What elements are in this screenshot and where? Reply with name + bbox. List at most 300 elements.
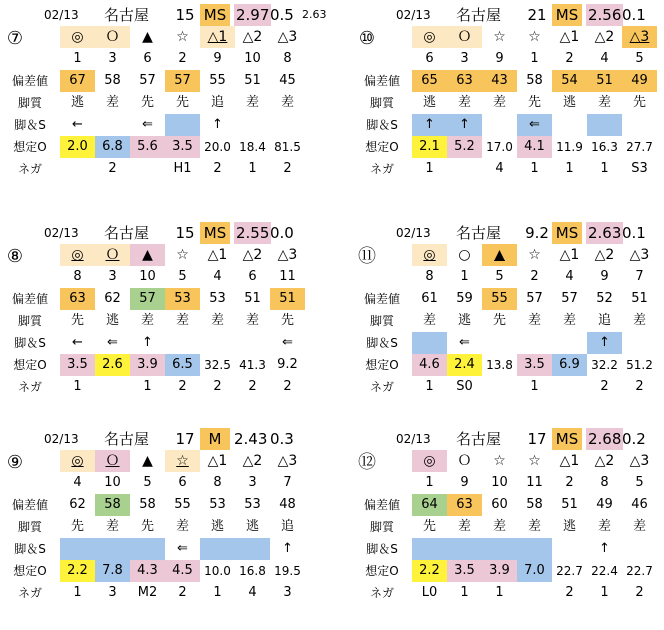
leg-speed-cell: ← bbox=[72, 117, 83, 132]
running-style-cell: 差 bbox=[280, 95, 294, 110]
panel-grid bbox=[0, 26, 310, 180]
mark-cell: △1 bbox=[559, 247, 580, 263]
running-style-cell: 追 bbox=[280, 519, 294, 534]
horse-number-cell: 8 bbox=[213, 475, 222, 490]
deviation-cell: 57 bbox=[165, 70, 200, 92]
estimated-odds-cell: 22.7 bbox=[626, 564, 653, 578]
negative-cell: 4 bbox=[495, 161, 504, 176]
estimated-odds-cell: 4.3 bbox=[130, 560, 165, 582]
leg-speed-cell bbox=[60, 538, 95, 560]
running-style-cell: 差 bbox=[245, 95, 259, 110]
running-style-cell: 差 bbox=[597, 95, 611, 110]
race-number: ⑫ bbox=[358, 452, 376, 473]
horse-number-cell: 5 bbox=[143, 475, 152, 490]
row-label: 脚＆S bbox=[14, 336, 46, 350]
leg-speed-cell: ↑ bbox=[587, 332, 622, 354]
row-label: ネガ bbox=[369, 380, 394, 394]
deviation-cell: 51 bbox=[587, 70, 622, 92]
mark-cell: △2 bbox=[242, 453, 263, 469]
estimated-odds-cell: 19.5 bbox=[274, 564, 301, 578]
deviation-cell: 58 bbox=[526, 497, 543, 512]
deviation-row bbox=[352, 70, 662, 92]
horse-number-cell: 2 bbox=[530, 269, 539, 284]
row-label: 想定O bbox=[13, 358, 47, 372]
running-style-cell: 追 bbox=[210, 95, 224, 110]
estimated-odds-cell: 3.5 bbox=[60, 354, 95, 376]
mark-cell: ▲ bbox=[130, 244, 165, 266]
negative-cell: S3 bbox=[631, 161, 648, 176]
venue-name: 名古屋 bbox=[456, 224, 502, 242]
horse-number-cell: 10 bbox=[491, 475, 508, 490]
estimated-odds-row bbox=[0, 354, 310, 376]
negative-cell: 2 bbox=[565, 585, 574, 600]
deviation-cell: 57 bbox=[561, 291, 578, 306]
horse-number-cell: 9 bbox=[213, 51, 222, 66]
negative-row bbox=[0, 376, 310, 398]
deviation-cell: 54 bbox=[552, 70, 587, 92]
negative-row bbox=[352, 582, 662, 604]
row-label: 偏差値 bbox=[363, 292, 400, 306]
deviation-row bbox=[0, 494, 310, 516]
negative-cell: 2 bbox=[213, 161, 222, 176]
extra-value: 0.1 bbox=[622, 6, 646, 24]
rating-mark: MS bbox=[200, 222, 230, 244]
venue-name: 名古屋 bbox=[104, 224, 150, 242]
estimated-odds-cell: 5.2 bbox=[447, 136, 482, 158]
deviation-cell: 57 bbox=[139, 73, 156, 88]
row-label: 脚＆S bbox=[14, 118, 46, 132]
mark-cell: ☆ bbox=[493, 29, 506, 45]
mark-cell: △1 bbox=[207, 247, 228, 263]
row-label: 脚＆S bbox=[366, 542, 398, 556]
row-label: ネガ bbox=[369, 586, 394, 600]
leg-speed-cell bbox=[482, 114, 517, 136]
deviation-cell: 53 bbox=[244, 497, 261, 512]
negative-cell: 3 bbox=[108, 585, 117, 600]
deviation-row bbox=[0, 288, 310, 310]
mark-cell: Ｏ bbox=[95, 244, 130, 266]
mark-cell: △3 bbox=[277, 247, 298, 263]
estimated-odds-cell: 22.7 bbox=[556, 564, 583, 578]
horse-number-cell: 4 bbox=[73, 475, 82, 490]
mark-cell: ☆ bbox=[528, 453, 541, 469]
estimated-odds-row bbox=[352, 354, 662, 376]
deviation-cell: 55 bbox=[174, 497, 191, 512]
negative-cell bbox=[482, 376, 517, 398]
leg-speed-cell bbox=[235, 332, 270, 354]
mark-row bbox=[0, 244, 310, 266]
race-date: 02/13 bbox=[396, 432, 431, 446]
mark-row bbox=[0, 450, 310, 472]
negative-cell: 1 bbox=[565, 161, 574, 176]
running-style-cell: 逃 bbox=[245, 519, 259, 534]
mark-cell: △3 bbox=[629, 247, 650, 263]
horse-number-cell: 9 bbox=[460, 475, 469, 490]
leg-speed-row bbox=[352, 114, 662, 136]
horse-number-cell: 8 bbox=[425, 269, 434, 284]
running-style-cell: 逃 bbox=[562, 95, 576, 110]
estimated-odds-cell: 2.2 bbox=[60, 560, 95, 582]
race-number: ⑧ bbox=[6, 246, 24, 267]
race-date: 02/13 bbox=[396, 226, 431, 240]
race-panel bbox=[352, 4, 662, 204]
row-label: 想定O bbox=[13, 564, 47, 578]
panel-header bbox=[352, 4, 662, 26]
mark-cell: △3 bbox=[277, 29, 298, 45]
running-style-cell: 先 bbox=[280, 313, 294, 328]
running-style-cell: 逃 bbox=[422, 95, 436, 110]
running-style-cell: 差 bbox=[632, 519, 646, 534]
running-style-cell: 先 bbox=[70, 313, 84, 328]
deviation-cell: 58 bbox=[139, 497, 156, 512]
negative-cell bbox=[447, 158, 482, 180]
estimated-odds-cell: 4.5 bbox=[165, 560, 200, 582]
running-style-row bbox=[0, 516, 310, 538]
row-label: 脚＆S bbox=[14, 542, 46, 556]
negative-cell: 1 bbox=[530, 379, 539, 394]
running-style-cell: 差 bbox=[597, 519, 611, 534]
row-label: 脚＆S bbox=[366, 118, 398, 132]
rating-mark: MS bbox=[552, 222, 582, 244]
race-number: ⑩ bbox=[358, 28, 376, 49]
deviation-cell: 62 bbox=[69, 497, 86, 512]
running-style-cell: 差 bbox=[422, 313, 436, 328]
negative-cell: 1 bbox=[248, 161, 257, 176]
leg-speed-cell: ↑ bbox=[142, 335, 153, 350]
mark-cell: Ｏ bbox=[95, 26, 130, 48]
deviation-cell: 67 bbox=[60, 70, 95, 92]
rating-mark: MS bbox=[200, 4, 230, 26]
leg-speed-cell bbox=[200, 538, 235, 560]
negative-cell: 4 bbox=[248, 585, 257, 600]
mark-cell: ☆ bbox=[176, 247, 189, 263]
running-style-cell: 先 bbox=[140, 95, 154, 110]
race-panel bbox=[0, 222, 310, 422]
deviation-cell: 49 bbox=[596, 497, 613, 512]
race-number: ⑦ bbox=[6, 28, 24, 49]
negative-cell bbox=[60, 158, 95, 180]
negative-cell: 2 bbox=[213, 379, 222, 394]
deviation-cell: 59 bbox=[456, 291, 473, 306]
negative-cell bbox=[517, 582, 552, 604]
estimated-odds-cell: 20.0 bbox=[204, 140, 231, 154]
negative-cell: 1 bbox=[600, 161, 609, 176]
odds-value: 2.43 bbox=[234, 430, 268, 448]
leg-speed-row bbox=[0, 114, 310, 136]
deviation-cell: 63 bbox=[447, 70, 482, 92]
leg-speed-cell: ↑ bbox=[447, 114, 482, 136]
running-style-cell: 逃 bbox=[457, 313, 471, 328]
negative-cell: 1 bbox=[425, 379, 434, 394]
horse-number-cell: 7 bbox=[635, 269, 644, 284]
deviation-cell: 58 bbox=[95, 494, 130, 516]
panel-grid bbox=[352, 26, 662, 180]
negative-cell: S0 bbox=[456, 379, 473, 394]
running-style-cell: 逃 bbox=[562, 519, 576, 534]
running-style-cell: 追 bbox=[597, 313, 611, 328]
horse-number-cell: 3 bbox=[108, 51, 117, 66]
mark-cell: ☆ bbox=[176, 29, 189, 45]
estimated-odds-cell: 3.9 bbox=[130, 354, 165, 376]
deviation-cell: 65 bbox=[412, 70, 447, 92]
deviation-cell: 51 bbox=[244, 291, 261, 306]
horse-number-cell: 11 bbox=[526, 475, 543, 490]
horse-number-cell: 1 bbox=[425, 475, 434, 490]
panel-grid bbox=[352, 244, 662, 398]
negative-row bbox=[0, 582, 310, 604]
running-style-cell: 差 bbox=[492, 519, 506, 534]
mark-cell: △2 bbox=[242, 247, 263, 263]
race-number: ⑨ bbox=[6, 452, 24, 473]
negative-cell: H1 bbox=[173, 161, 192, 176]
leg-speed-cell bbox=[517, 332, 552, 354]
deviation-cell: 51 bbox=[561, 497, 578, 512]
mark-cell: ◎ bbox=[60, 26, 95, 48]
mark-cell: ◎ bbox=[60, 244, 95, 266]
running-style-cell: 差 bbox=[632, 313, 646, 328]
race-panel bbox=[0, 428, 310, 628]
leg-speed-cell bbox=[130, 538, 165, 560]
running-style-cell: 先 bbox=[527, 95, 541, 110]
panel-header bbox=[0, 222, 310, 244]
deviation-cell: 58 bbox=[104, 73, 121, 88]
row-label: ネガ bbox=[369, 162, 394, 176]
estimated-odds-cell: 41.3 bbox=[239, 358, 266, 372]
estimated-odds-cell: 2.2 bbox=[412, 560, 447, 582]
leg-speed-cell bbox=[622, 114, 657, 136]
estimated-odds-cell: 9.2 bbox=[277, 357, 298, 372]
mark-cell: ☆ bbox=[493, 453, 506, 469]
running-style-cell: 差 bbox=[492, 95, 506, 110]
estimated-odds-cell: 2.4 bbox=[447, 354, 482, 376]
field-size: 17 bbox=[527, 430, 547, 448]
negative-cell: 1 bbox=[73, 379, 82, 394]
field-size: 21 bbox=[527, 6, 547, 24]
negative-cell: 1 bbox=[143, 379, 152, 394]
mark-cell: △1 bbox=[200, 26, 235, 48]
leg-speed-cell: ↑ bbox=[282, 541, 293, 556]
mark-cell: ▲ bbox=[142, 29, 153, 45]
estimated-odds-cell: 32.2 bbox=[591, 358, 618, 372]
estimated-odds-cell: 16.3 bbox=[591, 140, 618, 154]
row-label: ネガ bbox=[17, 162, 42, 176]
deviation-cell: 57 bbox=[130, 288, 165, 310]
race-date: 02/13 bbox=[44, 432, 79, 446]
negative-cell bbox=[130, 158, 165, 180]
estimated-odds-cell: 3.5 bbox=[447, 560, 482, 582]
horse-number-row bbox=[0, 48, 310, 70]
leg-speed-cell bbox=[270, 114, 305, 136]
leg-speed-cell: ⇐ bbox=[107, 335, 118, 350]
mark-cell: △3 bbox=[277, 453, 298, 469]
leg-speed-cell bbox=[200, 332, 235, 354]
mark-cell: ◎ bbox=[412, 26, 447, 48]
horse-number-cell: 4 bbox=[213, 269, 222, 284]
leg-speed-cell bbox=[447, 538, 482, 560]
leg-speed-cell bbox=[412, 332, 447, 354]
deviation-cell: 51 bbox=[244, 73, 261, 88]
leg-speed-row bbox=[0, 538, 310, 560]
odds-value: 2.56 bbox=[588, 6, 622, 24]
horse-number-cell: 6 bbox=[143, 51, 152, 66]
mark-cell: △1 bbox=[559, 453, 580, 469]
running-style-cell: 先 bbox=[70, 519, 84, 534]
venue-name: 名古屋 bbox=[104, 430, 150, 448]
running-style-cell: 差 bbox=[175, 519, 189, 534]
horse-number-cell: 3 bbox=[108, 269, 117, 284]
horse-number-cell: 1 bbox=[73, 51, 82, 66]
horse-number-cell: 9 bbox=[600, 269, 609, 284]
mark-cell: △3 bbox=[629, 453, 650, 469]
estimated-odds-cell: 2.6 bbox=[95, 354, 130, 376]
running-style-cell: 先 bbox=[140, 519, 154, 534]
panel-header bbox=[0, 4, 327, 26]
estimated-odds-cell: 17.0 bbox=[486, 140, 513, 154]
estimated-odds-cell: 7.0 bbox=[517, 560, 552, 582]
leg-speed-cell bbox=[552, 538, 587, 560]
negative-cell: 1 bbox=[460, 585, 469, 600]
deviation-cell: 52 bbox=[596, 291, 613, 306]
deviation-cell: 53 bbox=[209, 291, 226, 306]
estimated-odds-cell: 27.7 bbox=[626, 140, 653, 154]
horse-number-cell: 3 bbox=[460, 51, 469, 66]
negative-cell bbox=[552, 376, 587, 398]
deviation-row bbox=[352, 494, 662, 516]
deviation-cell: 57 bbox=[526, 291, 543, 306]
estimated-odds-cell: 22.4 bbox=[591, 564, 618, 578]
estimated-odds-cell: 3.5 bbox=[517, 354, 552, 376]
negative-cell: 1 bbox=[530, 161, 539, 176]
running-style-cell: 差 bbox=[105, 95, 119, 110]
leg-speed-cell: ⇐ bbox=[177, 541, 188, 556]
horse-number-cell: 7 bbox=[283, 475, 292, 490]
deviation-cell: 58 bbox=[526, 73, 543, 88]
mark-cell: Ｏ bbox=[457, 453, 472, 469]
race-panel bbox=[0, 4, 327, 204]
horse-number-cell: 4 bbox=[600, 51, 609, 66]
horse-number-cell: 6 bbox=[178, 475, 187, 490]
negative-cell: M2 bbox=[137, 585, 158, 600]
negative-cell: 2 bbox=[178, 585, 187, 600]
odds-value: 2.68 bbox=[588, 430, 622, 448]
horse-number-cell: 10 bbox=[139, 269, 156, 284]
estimated-odds-row bbox=[352, 136, 662, 158]
estimated-odds-cell: 16.8 bbox=[239, 564, 266, 578]
extra-value: 0.3 bbox=[270, 430, 294, 448]
negative-row bbox=[352, 158, 662, 180]
leg-speed-cell bbox=[482, 332, 517, 354]
running-style-cell: 差 bbox=[527, 313, 541, 328]
mark-cell: ☆ bbox=[165, 450, 200, 472]
running-style-cell: 差 bbox=[562, 313, 576, 328]
estimated-odds-row bbox=[352, 560, 662, 582]
leg-speed-cell bbox=[552, 114, 587, 136]
mark-cell: ◎ bbox=[60, 450, 95, 472]
mark-cell: ◎ bbox=[412, 244, 447, 266]
row-label: 偏差値 bbox=[363, 74, 400, 88]
estimated-odds-cell: 2.0 bbox=[60, 136, 95, 158]
mark-cell: ☆ bbox=[528, 29, 541, 45]
field-size: 15 bbox=[175, 6, 195, 24]
leg-speed-cell bbox=[165, 332, 200, 354]
leg-speed-cell: ⇐ bbox=[517, 114, 552, 136]
negative-cell: 1 bbox=[600, 585, 609, 600]
running-style-row bbox=[0, 310, 310, 332]
mark-cell: ◎ bbox=[412, 450, 447, 472]
estimated-odds-cell: 4.1 bbox=[517, 136, 552, 158]
leg-speed-cell: ⇐ bbox=[142, 117, 153, 132]
horse-number-cell: 9 bbox=[495, 51, 504, 66]
horse-number-cell: 1 bbox=[530, 51, 539, 66]
venue-name: 名古屋 bbox=[104, 6, 150, 24]
horse-number-cell: 5 bbox=[495, 269, 504, 284]
negative-row bbox=[352, 376, 662, 398]
row-label: 脚質 bbox=[369, 314, 394, 328]
row-label: 偏差値 bbox=[363, 498, 400, 512]
row-label: ネガ bbox=[17, 586, 42, 600]
running-style-cell: 差 bbox=[210, 313, 224, 328]
leg-speed-cell bbox=[587, 114, 622, 136]
row-label: ネガ bbox=[17, 380, 42, 394]
leg-speed-cell: ⇐ bbox=[282, 335, 293, 350]
leg-speed-cell bbox=[622, 332, 657, 354]
estimated-odds-cell: 18.4 bbox=[239, 140, 266, 154]
horse-number-cell: 10 bbox=[244, 51, 261, 66]
estimated-odds-row bbox=[0, 136, 310, 158]
leg-speed-cell: ↑ bbox=[212, 117, 223, 132]
row-label: 偏差値 bbox=[11, 74, 48, 88]
horse-number-row bbox=[0, 472, 310, 494]
negative-row bbox=[0, 158, 310, 180]
horse-number-cell: 1 bbox=[460, 269, 469, 284]
negative-cell: 2 bbox=[635, 585, 644, 600]
mark-cell: ☆ bbox=[528, 247, 541, 263]
horse-number-cell: 8 bbox=[600, 475, 609, 490]
leg-speed-cell: ↑ bbox=[412, 114, 447, 136]
estimated-odds-cell: 3.9 bbox=[482, 560, 517, 582]
horse-number-row bbox=[352, 266, 662, 288]
running-style-cell: 差 bbox=[457, 95, 471, 110]
mark-cell: △2 bbox=[594, 29, 615, 45]
negative-cell: 2 bbox=[178, 379, 187, 394]
mark-cell: ▲ bbox=[482, 244, 517, 266]
deviation-cell: 49 bbox=[622, 70, 657, 92]
panel-grid bbox=[0, 450, 310, 604]
estimated-odds-cell: 6.8 bbox=[95, 136, 130, 158]
running-style-cell: 先 bbox=[632, 95, 646, 110]
field-size: 15 bbox=[175, 224, 195, 242]
running-style-cell: 差 bbox=[245, 313, 259, 328]
mark-cell: △1 bbox=[559, 29, 580, 45]
negative-cell: 1 bbox=[73, 585, 82, 600]
mark-cell: △3 bbox=[622, 26, 657, 48]
race-panel bbox=[352, 222, 662, 422]
deviation-cell: 60 bbox=[491, 497, 508, 512]
leg-speed-cell bbox=[95, 538, 130, 560]
running-style-cell: 先 bbox=[175, 95, 189, 110]
mark-cell: △2 bbox=[594, 453, 615, 469]
odds-value: 2.97 bbox=[236, 6, 270, 24]
panel-header bbox=[0, 428, 310, 450]
deviation-cell: 64 bbox=[412, 494, 447, 516]
horse-number-cell: 8 bbox=[73, 269, 82, 284]
leg-speed-cell bbox=[235, 538, 270, 560]
row-label: 想定O bbox=[365, 358, 399, 372]
race-date: 02/13 bbox=[396, 8, 431, 22]
estimated-odds-cell: 6.9 bbox=[552, 354, 587, 376]
venue-name: 名古屋 bbox=[456, 430, 502, 448]
deviation-cell: 53 bbox=[165, 288, 200, 310]
